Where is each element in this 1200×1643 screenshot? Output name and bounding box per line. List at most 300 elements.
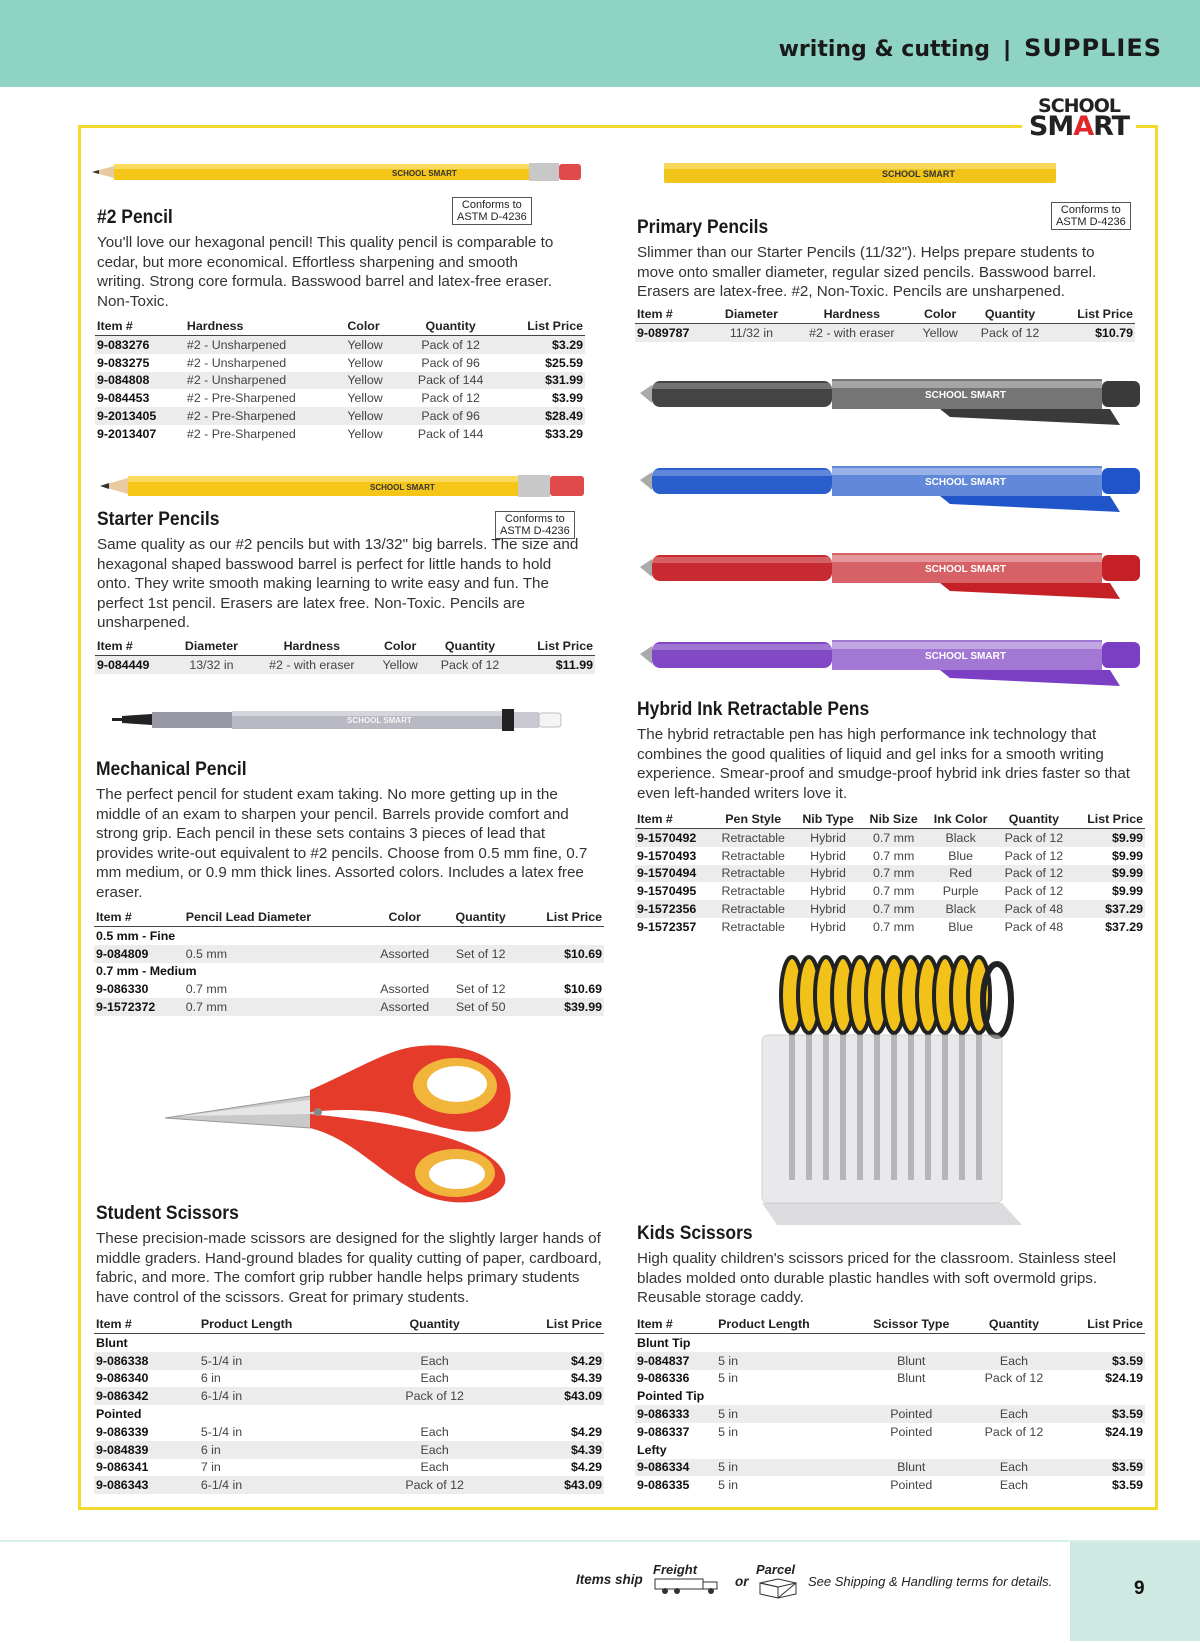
- table-header-cell: Item #: [95, 318, 185, 336]
- table-row: [635, 865, 1145, 883]
- table-cell: $4.29: [493, 1352, 604, 1370]
- table-cell: #2 - Unsharpened: [185, 336, 345, 354]
- astm-badge-primary: [1051, 202, 1131, 230]
- table-cell: $43.09: [493, 1476, 604, 1494]
- table-cell: Assorted: [380, 982, 430, 997]
- pen-brand-label: SCHOOL SMART: [925, 651, 1006, 662]
- table-cell: #2 - with eraser: [251, 656, 374, 674]
- logo-line1: SCHOOL: [1038, 95, 1120, 117]
- table-cell: $3.29: [500, 336, 585, 354]
- mechanical-pencil-image: [112, 705, 567, 735]
- table-cell: 11/32 in: [712, 324, 790, 342]
- table-cell: Pointed: [854, 1405, 969, 1423]
- table-cell: Each: [420, 1371, 449, 1386]
- table-header-cell: Nib Size: [862, 811, 926, 829]
- table-cell: 5 in: [716, 1352, 853, 1370]
- table-cell: Each: [969, 1405, 1059, 1423]
- table-cell: Assorted: [367, 998, 442, 1016]
- table-group-label: 0.5 mm - Fine: [96, 928, 176, 943]
- pens-desc: The hybrid retractable pen has high performance ink technology that combines the good qualities of liquid and gel inks for a smooth writing experience. Smear-proof and smudge-proof hybrid ink dries faster so that even left-handed writers love it.: [637, 726, 1131, 802]
- table-cell: 5 in: [716, 1459, 853, 1477]
- table-cell: Pack of 96: [421, 355, 480, 370]
- kids-scissors-image: [757, 950, 1032, 1228]
- table-cell: Each: [376, 1352, 492, 1370]
- table-cell: Set of 12: [455, 982, 506, 997]
- kids-scissors-desc: High quality children's scissors priced for the classroom. Stainless steel blades molded onto durable plastic handles with soft overmold grips. Reusable storage caddy.: [637, 1250, 1116, 1307]
- table-header-cell: Hardness: [791, 306, 914, 324]
- table-row: [635, 1405, 1145, 1423]
- table-cell: 6-1/4 in: [199, 1387, 377, 1405]
- table-header-cell: Quantity: [996, 811, 1072, 829]
- retractable-pen-1: [640, 365, 1150, 435]
- table-cell: Pack of 12: [376, 1387, 492, 1405]
- kids-scissors-title: Kids Scissors: [637, 1223, 753, 1244]
- table-cell: Hybrid: [794, 829, 862, 847]
- table-cell: Retractable: [721, 884, 785, 899]
- table-header-row: [635, 1316, 1145, 1334]
- table-header-cell: Product Length: [716, 1316, 853, 1334]
- table-cell: 9-1570494: [635, 865, 712, 883]
- table-cell: Pack of 144: [417, 426, 484, 441]
- table-header-cell: Color: [373, 638, 427, 656]
- table-cell: Pack of 12: [996, 865, 1072, 883]
- pens-title: Hybrid Ink Retractable Pens: [637, 699, 870, 720]
- table-cell: Each: [420, 1424, 449, 1439]
- primary-table: [635, 306, 1135, 342]
- table-header-cell: Quantity: [969, 1316, 1059, 1334]
- table-row: [635, 1459, 1145, 1477]
- table-group-row: [94, 963, 604, 981]
- table-cell: Pack of 12: [427, 656, 513, 674]
- table-header-cell: Pen Style: [712, 811, 794, 829]
- table-cell: Blue: [948, 919, 974, 934]
- table-cell: $28.49: [500, 407, 585, 425]
- table-cell: 6-1/4 in: [199, 1476, 377, 1494]
- table-cell: 9-086341: [96, 1460, 149, 1475]
- page-number: 9: [1134, 1578, 1145, 1599]
- pencil-brand-label: SCHOOL SMART: [392, 169, 457, 178]
- table-cell: 0.7 mm: [872, 848, 915, 863]
- table-cell: Each: [999, 1478, 1029, 1493]
- table-header-row: [94, 909, 604, 927]
- table-row: [635, 1476, 1145, 1494]
- table-cell: Pack of 12: [1004, 884, 1064, 899]
- table-cell: 0.7 mm: [184, 998, 367, 1016]
- school-smart-logo: [1022, 95, 1136, 146]
- table-cell: Assorted: [367, 945, 442, 963]
- table-cell: $31.99: [500, 372, 585, 390]
- table-cell: $3.59: [1111, 1478, 1143, 1493]
- astm-line1: Conforms to: [504, 513, 565, 525]
- or-label: or: [735, 1574, 749, 1589]
- table-group-row: [94, 1334, 604, 1352]
- primary-pencil-image: [664, 160, 1056, 186]
- table-cell: Blunt: [854, 1459, 969, 1477]
- table-cell: $3.59: [1059, 1459, 1145, 1477]
- mechanical-table: [94, 909, 604, 1016]
- table-cell: Hybrid: [810, 919, 846, 934]
- logo-line2: [1022, 111, 1136, 143]
- parcel-label: Parcel: [756, 1562, 796, 1577]
- table-cell: Hybrid: [794, 865, 862, 883]
- table-header-cell: List Price: [513, 638, 595, 656]
- table-cell: 9-086343: [94, 1476, 199, 1494]
- table-header-cell: List Price: [500, 318, 585, 336]
- table-row: [635, 1352, 1145, 1370]
- table-cell: Blunt: [897, 1371, 926, 1386]
- table-header-cell: List Price: [519, 909, 604, 927]
- table-header-cell: Item #: [635, 811, 712, 829]
- table-group-label: Pointed: [96, 1407, 142, 1422]
- table-cell: Set of 12: [442, 945, 519, 963]
- logo-sm: SM: [1028, 111, 1074, 143]
- table-row: [94, 1441, 604, 1459]
- table-header-cell: Item #: [635, 306, 712, 324]
- table-row: [94, 1352, 604, 1370]
- primary-desc: Slimmer than our Starter Pencils (11/32"). Helps prepare students to move onto smaller diameter, regular sized pencils. Basswood barrel. Erasers are latex-free. #2, Non-Toxic. Pencils are unsharpened.: [637, 244, 1097, 301]
- page-number-box: [1070, 1542, 1200, 1641]
- table-header-cell: Color: [367, 909, 442, 927]
- table-header-cell: Color: [913, 306, 967, 324]
- pen-brand-label: SCHOOL SMART: [925, 477, 1006, 488]
- table-cell: Yellow: [347, 426, 383, 441]
- table-cell: 0.7 mm: [872, 884, 915, 899]
- table-cell: $3.59: [1059, 1405, 1145, 1423]
- table-cell: Each: [969, 1459, 1059, 1477]
- table-row: [95, 354, 585, 372]
- table-row: [635, 829, 1145, 847]
- table-cell: $25.59: [545, 355, 583, 370]
- astm-badge-pencil2: [452, 197, 532, 225]
- table-cell: 9-2013405: [95, 407, 185, 425]
- header-divider: |: [1003, 36, 1011, 61]
- table-cell: 5 in: [718, 1424, 739, 1439]
- table-cell: Yellow: [347, 355, 383, 370]
- starter-title: Starter Pencils: [97, 509, 220, 530]
- table-row: [635, 1370, 1145, 1388]
- table-header-cell: Item #: [94, 1316, 199, 1334]
- astm-line2: ASTM D-4236: [457, 211, 527, 223]
- table-cell: $9.99: [1111, 884, 1143, 899]
- table-cell: $39.99: [519, 998, 604, 1016]
- header-section: SUPPLIES: [1024, 34, 1162, 62]
- items-ship-label: Items ship: [576, 1572, 643, 1587]
- retractable-pen-4: [640, 626, 1150, 696]
- table-header-row: [635, 811, 1145, 829]
- table-cell: Purple: [942, 884, 979, 899]
- table-cell: Hybrid: [810, 848, 846, 863]
- starter-desc: Same quality as our #2 pencils but with 13/32" big barrels. The size and hexagonal shaped basswood barrel is perfect for little hands to hold onto. They write smooth making learning to write easy and fun. The perfect 1st pencil. Erasers are latex free. Non-Toxic. Pencils are unsharpened.: [97, 536, 579, 632]
- table-cell: $10.69: [564, 982, 602, 997]
- table-header-row: [95, 318, 585, 336]
- header-text: [779, 34, 1162, 62]
- table-cell: #2 - Pre-Sharpened: [185, 407, 345, 425]
- pens-image-group: [640, 365, 1155, 695]
- table-cell: #2 - Unsharpened: [186, 355, 287, 370]
- table-header-row: [95, 638, 595, 656]
- table-header-cell: List Price: [493, 1316, 604, 1334]
- table-header-cell: Hardness: [251, 638, 374, 656]
- table-cell: Pack of 48: [996, 900, 1072, 918]
- table-group-label: Lefty: [637, 1442, 667, 1457]
- starter-pencil-image: [100, 470, 590, 502]
- table-group-row: [94, 927, 604, 945]
- table-cell: Red: [925, 865, 995, 883]
- table-cell: Pack of 144: [401, 372, 500, 390]
- table-cell: 9-086336: [637, 1371, 690, 1386]
- table-header-cell: Quantity: [427, 638, 513, 656]
- table-cell: #2 - with eraser: [791, 324, 914, 342]
- table-cell: 0.7 mm: [862, 829, 926, 847]
- table-cell: 9-084453: [97, 391, 150, 406]
- freight-icon: [653, 1562, 733, 1598]
- table-row: [635, 918, 1145, 936]
- table-cell: 0.7 mm: [185, 982, 228, 997]
- table-header-cell: List Price: [1072, 811, 1145, 829]
- table-cell: 9-084839: [94, 1441, 199, 1459]
- table-cell: Hybrid: [810, 884, 846, 899]
- table-cell: 0.7 mm: [862, 865, 926, 883]
- table-cell: 6 in: [200, 1371, 221, 1386]
- table-cell: $9.99: [1111, 848, 1143, 863]
- table-cell: 5 in: [716, 1405, 853, 1423]
- table-cell: Pack of 12: [421, 391, 480, 406]
- table-row: [635, 324, 1135, 342]
- starter-table: [95, 638, 595, 674]
- table-header-cell: Diameter: [172, 638, 250, 656]
- table-cell: 9-1570492: [635, 829, 712, 847]
- table-cell: 9-1572357: [637, 919, 697, 934]
- astm-line1: Conforms to: [461, 199, 522, 211]
- student-scissors-image: [160, 1028, 530, 1208]
- table-cell: Black: [925, 900, 995, 918]
- table-header-cell: Scissor Type: [854, 1316, 969, 1334]
- table-cell: Pack of 12: [996, 829, 1072, 847]
- table-cell: Retractable: [712, 865, 794, 883]
- table-row: [94, 998, 604, 1016]
- table-header-cell: List Price: [1053, 306, 1135, 324]
- table-cell: Yellow: [345, 372, 401, 390]
- table-cell: 5-1/4 in: [200, 1424, 243, 1439]
- parcel-icon: [756, 1562, 801, 1602]
- table-group-row: [94, 1405, 604, 1423]
- pencil-brand-label: SCHOOL SMART: [882, 169, 955, 179]
- table-row: [95, 336, 585, 354]
- table-cell: Yellow: [913, 324, 967, 342]
- table-group-label: Blunt Tip: [637, 1335, 691, 1350]
- table-cell: Retractable: [712, 900, 794, 918]
- table-cell: 0.5 mm: [184, 945, 367, 963]
- table-header-cell: Color: [345, 318, 401, 336]
- table-header-cell: Diameter: [712, 306, 790, 324]
- table-cell: $9.99: [1072, 865, 1145, 883]
- table-cell: $3.99: [551, 391, 583, 406]
- table-header-cell: Item #: [94, 909, 184, 927]
- table-cell: Yellow: [345, 336, 401, 354]
- table-cell: $3.59: [1059, 1352, 1145, 1370]
- table-cell: 9-084808: [95, 372, 185, 390]
- table-group-label: 0.7 mm - Medium: [96, 964, 197, 979]
- table-cell: 9-086340: [96, 1371, 149, 1386]
- pencil-2-image: [92, 155, 592, 189]
- table-cell: 9-086335: [637, 1478, 690, 1493]
- table-cell: 5 in: [718, 1478, 739, 1493]
- table-cell: Retractable: [721, 848, 785, 863]
- table-cell: Pointed: [890, 1478, 933, 1493]
- table-cell: Set of 50: [442, 998, 519, 1016]
- kids-scissors-table: [635, 1316, 1145, 1494]
- page-header: [0, 0, 1200, 87]
- table-cell: Pack of 96: [401, 407, 500, 425]
- table-cell: $10.69: [519, 945, 604, 963]
- table-cell: 9-1570495: [637, 884, 697, 899]
- table-row: [95, 407, 585, 425]
- table-cell: 9-083275: [97, 355, 150, 370]
- table-row: [94, 980, 604, 998]
- table-row: [94, 1459, 604, 1477]
- table-cell: Pack of 12: [984, 1371, 1044, 1386]
- table-row: [94, 1370, 604, 1388]
- primary-title: Primary Pencils: [637, 217, 769, 238]
- table-cell: Pack of 12: [1004, 848, 1064, 863]
- table-cell: Each: [420, 1460, 449, 1475]
- freight-label: Freight: [653, 1562, 698, 1577]
- student-scissors-table: [94, 1316, 604, 1494]
- table-cell: Hybrid: [794, 900, 862, 918]
- table-row: [95, 656, 595, 674]
- table-cell: $24.19: [1105, 1424, 1143, 1439]
- table-cell: $9.99: [1072, 829, 1145, 847]
- table-cell: Retractable: [712, 829, 794, 847]
- table-cell: 9-1570493: [637, 848, 697, 863]
- table-cell: 13/32 in: [172, 656, 250, 674]
- table-header-cell: Hardness: [185, 318, 345, 336]
- table-header-cell: Item #: [95, 638, 172, 656]
- table-row: [94, 1423, 604, 1441]
- pencil2-title: #2 Pencil: [97, 207, 173, 228]
- mechanical-desc: The perfect pencil for student exam taking. No more getting up in the middle of an exam to sharpen your pencil. Barrels provide comfort and strong grip. Each pencil in these sets contains 3 pieces of lead that provides write-out equivalent to #2 pencils. Choose from 0.5 mm fine, 0.7 mm medium, or 0.9 mm thick lines. Assorted colors. Includes a latex free eraser.: [96, 786, 588, 901]
- table-cell: 0.7 mm: [872, 919, 915, 934]
- student-scissors-title: Student Scissors: [96, 1203, 239, 1224]
- table-cell: 9-2013407: [97, 426, 157, 441]
- table-cell: 9-086339: [96, 1424, 149, 1439]
- table-cell: 9-083276: [95, 336, 185, 354]
- table-cell: 9-086333: [635, 1405, 716, 1423]
- table-cell: 9-084837: [635, 1352, 716, 1370]
- table-row: [635, 882, 1145, 900]
- table-row: [635, 1423, 1145, 1441]
- table-cell: 9-086342: [94, 1387, 199, 1405]
- astm-line2: ASTM D-4236: [500, 525, 570, 537]
- table-cell: $4.39: [570, 1371, 602, 1386]
- table-cell: 6 in: [199, 1441, 377, 1459]
- table-cell: 9-086334: [635, 1459, 716, 1477]
- table-cell: $24.19: [1105, 1371, 1143, 1386]
- table-header-cell: Quantity: [401, 318, 500, 336]
- table-header-cell: Quantity: [376, 1316, 492, 1334]
- logo-a: A: [1073, 111, 1094, 143]
- pencil2-desc: You'll love our hexagonal pencil! This quality pencil is comparable to cedar, but more economical. Effortless sharpening and smooth writing. Strong core formula. Basswood barrel and latex-free eraser. Non-Toxic.: [97, 234, 554, 310]
- table-header-cell: Nib Type: [794, 811, 862, 829]
- pencil-brand-label: SCHOOL SMART: [347, 716, 412, 725]
- table-cell: $4.29: [570, 1424, 602, 1439]
- table-cell: Black: [925, 829, 995, 847]
- pencil2-table: [95, 318, 585, 443]
- table-header-cell: Item #: [635, 1316, 716, 1334]
- table-cell: Yellow: [345, 407, 401, 425]
- astm-line1: Conforms to: [1060, 204, 1121, 216]
- table-cell: $4.39: [493, 1441, 604, 1459]
- pen-brand-label: SCHOOL SMART: [925, 390, 1006, 401]
- table-cell: $11.99: [513, 656, 595, 674]
- table-row: [635, 900, 1145, 918]
- student-scissors-desc: These precision-made scissors are designed for the slightly larger hands of middle graders. Hand-ground blades for quality cutting of paper, cardboard, fabric, and more. The comfort grip rubber handle helps primary students have control of the scissors. Great for primary students.: [96, 1230, 602, 1306]
- table-cell: 9-089787: [635, 324, 712, 342]
- table-cell: 9-1572356: [635, 900, 712, 918]
- table-cell: $33.29: [545, 426, 583, 441]
- table-cell: Yellow: [347, 391, 383, 406]
- table-cell: Retractable: [721, 919, 785, 934]
- table-cell: #2 - Pre-Sharpened: [186, 426, 296, 441]
- pencil-brand-label: SCHOOL SMART: [370, 483, 435, 492]
- table-cell: 9-084449: [95, 656, 172, 674]
- table-row: [94, 1476, 604, 1494]
- astm-line2: ASTM D-4236: [1056, 216, 1126, 228]
- table-group-label: Blunt: [96, 1335, 128, 1350]
- table-cell: Yellow: [373, 656, 427, 674]
- table-header-cell: Quantity: [442, 909, 519, 927]
- table-header-cell: Product Length: [199, 1316, 377, 1334]
- table-row: [95, 425, 585, 443]
- table-cell: $37.29: [1105, 919, 1143, 934]
- table-cell: 0.7 mm: [862, 900, 926, 918]
- table-group-row: [635, 1334, 1145, 1352]
- retractable-pen-3: [640, 539, 1150, 609]
- table-header-cell: Quantity: [967, 306, 1053, 324]
- pen-brand-label: SCHOOL SMART: [925, 564, 1006, 575]
- table-header-cell: Ink Color: [925, 811, 995, 829]
- table-header-row: [635, 306, 1135, 324]
- table-group-row: [635, 1387, 1145, 1405]
- logo-rt: RT: [1093, 111, 1130, 143]
- table-cell: 9-086330: [96, 982, 149, 997]
- retractable-pen-2: [640, 452, 1150, 522]
- table-cell: Each: [376, 1441, 492, 1459]
- table-cell: 9-084809: [94, 945, 184, 963]
- table-cell: 9-086338: [94, 1352, 199, 1370]
- table-cell: $10.79: [1053, 324, 1135, 342]
- table-cell: Each: [969, 1352, 1059, 1370]
- table-cell: #2 - Pre-Sharpened: [186, 391, 296, 406]
- mechanical-title: Mechanical Pencil: [96, 759, 247, 780]
- table-row: [94, 1387, 604, 1405]
- page-footer: [0, 1540, 1200, 1643]
- table-row: [635, 847, 1145, 865]
- table-header-row: [94, 1316, 604, 1334]
- table-cell: 9-086337: [637, 1424, 690, 1439]
- table-cell: 5 in: [718, 1371, 739, 1386]
- table-cell: Pointed: [890, 1424, 933, 1439]
- table-group-row: [635, 1441, 1145, 1459]
- table-cell: Pack of 12: [401, 336, 500, 354]
- table-header-cell: List Price: [1059, 1316, 1145, 1334]
- table-cell: 5-1/4 in: [199, 1352, 377, 1370]
- table-row: [94, 945, 604, 963]
- table-row: [95, 389, 585, 407]
- table-group-label: Pointed Tip: [637, 1389, 705, 1404]
- shipping-terms: See Shipping & Handling terms for details.: [808, 1574, 1053, 1589]
- table-cell: Pack of 12: [376, 1476, 492, 1494]
